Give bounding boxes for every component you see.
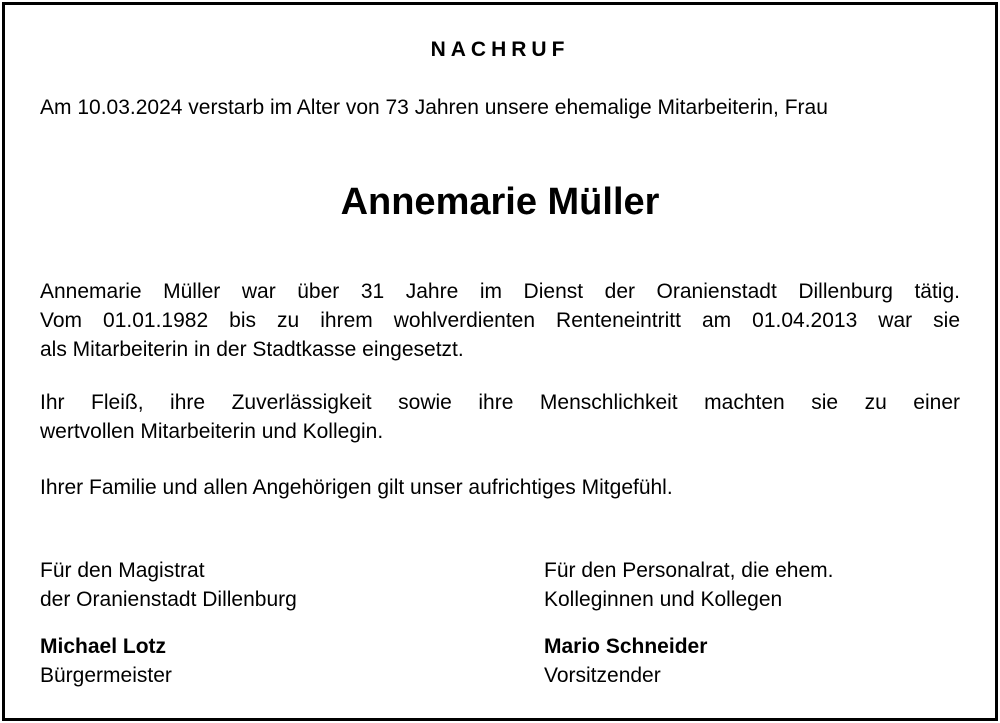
signature-block-magistrat [40,556,297,690]
deceased-name: Annemarie Müller [340,181,660,223]
intro-text: Am 10.03.2024 verstarb im Alter von 73 Jahren unsere ehemalige Mitarbeiterin, Frau [40,96,828,119]
signature-left-role: Bürgermeister [40,664,172,687]
signature-left-org-line-1: Für den Magistrat [40,559,205,582]
paragraph-tribute-line-2: wertvollen Mitarbeiterin und Kollegin. [40,420,384,443]
signature-block-personalrat [544,556,834,690]
paragraph-service-line-1: Annemarie Müller war über 31 Jahre im Dienst der Oranienstadt Dillenburg tätig. [40,280,960,303]
obituary-heading: NACHRUF [430,38,570,61]
signature-right-role: Vorsitzender [544,664,661,687]
signature-right-person: Mario Schneider [544,635,708,658]
signature-right-org-line-1: Für den Personalrat, die ehem. [544,559,834,582]
paragraph-service-line-3: als Mitarbeiterin in der Stadtkasse eingesetzt. [40,338,464,361]
paragraph-tribute [40,388,960,446]
signature-left-person: Michael Lotz [40,635,167,658]
paragraph-condolence: Ihrer Familie und allen Angehörigen gilt unser aufrichtiges Mitgefühl. [40,476,673,499]
paragraph-tribute-line-1: Ihr Fleiß, ihre Zuverlässigkeit sowie ihre Menschlichkeit machten sie zu einer [40,391,960,414]
paragraph-service [40,277,960,364]
signature-left-org-line-2: der Oranienstadt Dillenburg [40,588,297,611]
signature-right-org-line-2: Kolleginnen und Kollegen [544,588,783,611]
paragraph-service-line-2: Vom 01.01.1982 bis zu ihrem wohlverdienten Renteneintritt am 01.04.2013 war sie [40,309,960,332]
